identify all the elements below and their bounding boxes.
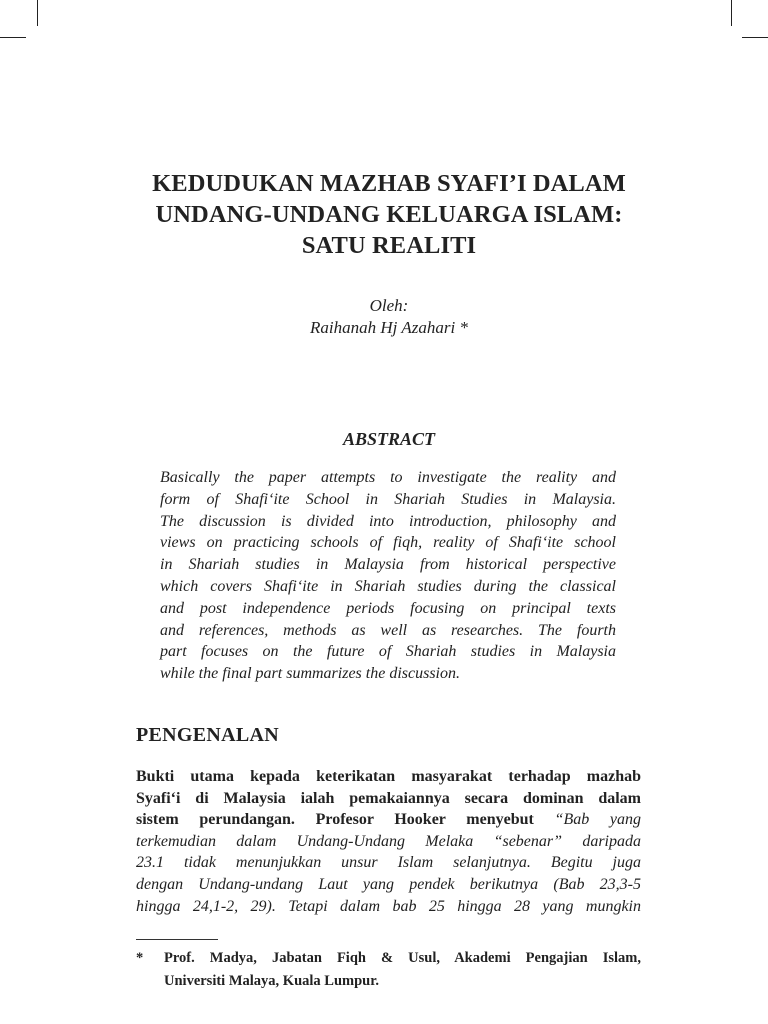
abstract-line: Basically the paper attempts to investigate the reality and [160,469,616,486]
paragraph-line: hingga 24,1-2, 29). Tetapi dalam bab 25 hingga 28 yang mungkin [136,897,641,915]
abstract-line: and references, methods as well as researches. The fourth [160,621,616,639]
abstract-line: The discussion is divided into introduction, philosophy and [160,512,616,530]
paragraph-line: Bukti utama kepada keterikatan masyarakat terhadap mazhab [136,768,641,785]
footnote-line: Universiti Malaya, Kuala Lumpur. [164,973,379,989]
body-paragraph [136,766,641,917]
crop-mark [37,0,38,26]
title-line: UNDANG-UNDANG KELUARGA ISLAM: [155,201,623,228]
paragraph-line: terkemudian dalam Undang-Undang Melaka “sebenar” daripada [136,832,641,850]
paragraph-bold-text: sistem perundangan. Profesor Hooker menyebut [136,811,534,829]
abstract-line: while the final part summarizes the discussion. [160,665,460,683]
abstract-text [160,467,616,685]
abstract-line: and post independence periods focusing on principal texts [160,599,616,617]
abstract-line: in Shariah studies in Malaysia from historical perspective [160,556,616,574]
crop-mark [0,37,26,38]
crop-mark [731,0,732,26]
footnote-line: Prof. Madya, Jabatan Fiqh & Usul, Akademi Pengajian Islam, [164,950,641,966]
crop-mark [742,37,768,38]
paragraph-line [136,809,641,831]
footnote-mark: * [136,950,144,966]
paragraph-line: dengan Undang-undang Laut yang pendek berikutnya (Bab 23,3-5 [136,875,641,893]
title-line: SATU REALITI [301,232,477,259]
paragraph-line: 23.1 tidak menunjukkan unsur Islam selanjutnya. Begitu juga [136,854,641,872]
footnote-divider [136,939,218,940]
abstract-line: form of Shafi‘ite School in Shariah Studies in Malaysia. [160,490,616,508]
abstract-line: part focuses on the future of Shariah studies in Malaysia [160,643,616,661]
section-heading: PENGENALAN [136,724,280,746]
footnote [136,947,641,993]
byline-label: Oleh: [369,296,409,315]
abstract-line: which covers Shafi‘ite in Shariah studies during the classical [160,577,616,595]
author-name: Raihanah Hj Azahari * [310,318,468,337]
quote-text: “Bab yang [533,811,641,829]
page-title [100,168,678,261]
abstract-line: views on practicing schools of fiqh, reality of Shafi‘ite school [160,534,616,552]
paragraph-line: Syafi‘i di Malaysia ialah pemakaiannya secara dominan dalam [136,789,641,807]
title-line: KEDUDUKAN MAZHAB SYAFI’I DALAM [152,170,626,197]
abstract-heading: ABSTRACT [342,429,436,449]
byline [0,295,768,339]
